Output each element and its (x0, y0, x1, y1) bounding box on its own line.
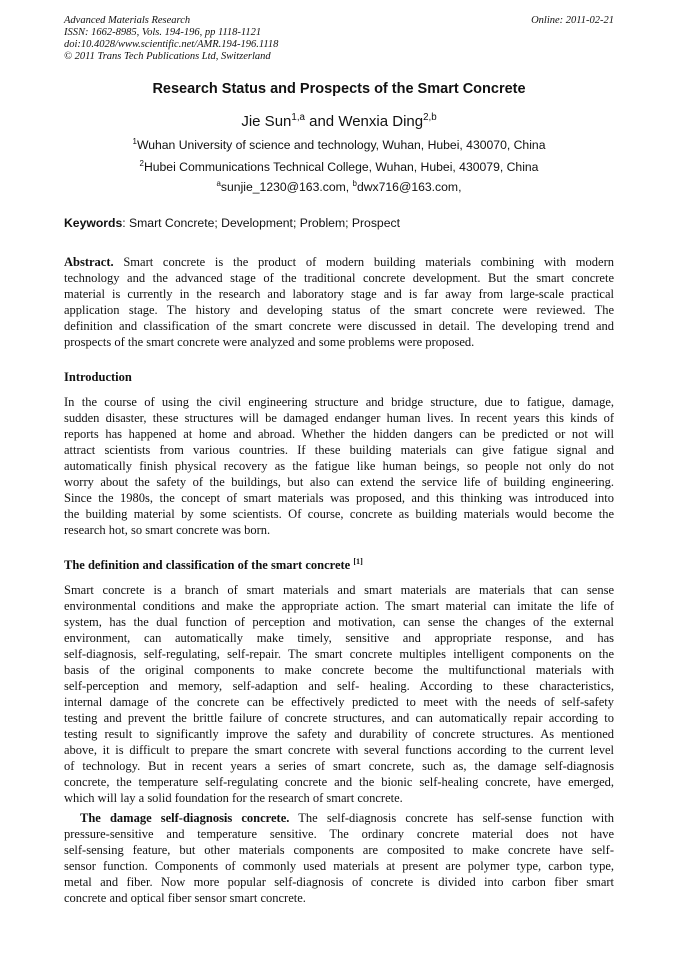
text-line (64, 614, 614, 630)
definition-body (64, 582, 614, 806)
text-line (64, 474, 614, 490)
email-sup: a (216, 178, 221, 188)
text-line (64, 426, 614, 442)
line-text: which will lay a solid foundation for the research of smart concrete. (64, 791, 403, 805)
text-line (64, 742, 614, 758)
text-line (64, 598, 614, 614)
email-b: dwx716@163.com, (356, 180, 462, 194)
citation-ref: [1] (353, 556, 363, 566)
email-sup: b (352, 178, 357, 188)
abstract (64, 254, 614, 350)
line-text: attract scientists from various countries. If these building materials can give fatigue signal and (64, 443, 614, 457)
paper-title: Research Status and Prospects of the Smart Concrete (152, 81, 526, 97)
keywords-label: Keywords (64, 216, 123, 230)
keywords (64, 216, 400, 230)
text-line (64, 810, 614, 826)
line-text: metal and fiber. Now more popular self-diagnosis of concrete is divided into carbon fiber smart (64, 875, 614, 889)
text-line (64, 334, 614, 350)
text-line (64, 410, 614, 426)
line-text: self-diagnosis, self-regulating, self-repair. The smart concrete multiples intelligent components on the (64, 647, 614, 661)
text-line (64, 302, 614, 318)
text-line (64, 858, 614, 874)
text-line (64, 318, 614, 334)
aff-sup: 1 (132, 136, 137, 146)
text-line (64, 458, 614, 474)
text-line (64, 286, 614, 302)
text-line (64, 254, 614, 270)
line-text: self-sensing feature, but other materials components are composited to make concrete have self- (64, 843, 614, 857)
author-2-sup: 2,b (423, 112, 437, 123)
author-and: and (304, 113, 339, 130)
line-text: sensor function. Components of commonly used materials at present are polymer type, carbon type, (64, 859, 614, 873)
doi: doi:10.4028/www.scientific.net/AMR.194-196.1118 (64, 39, 279, 50)
line-text: testing result to significantly improve the safety and durability of concrete structures. As mentioned (64, 727, 614, 741)
line-text: Since the 1980s, the concept of smart materials was proposed, and this thinking was introduced into (64, 491, 614, 505)
affiliation-2 (0, 160, 678, 174)
line-text: automatically finish physical recovery as the fatigue like human beings, so people not only do not (64, 459, 614, 473)
keywords-text: : Smart Concrete; Development; Problem; Prospect (122, 216, 400, 230)
text-line (64, 774, 614, 790)
run-in-heading: The damage self-diagnosis concrete. (80, 811, 290, 825)
line-text: material is currently in the research and laboratory stage and is far away from large-scale practical (64, 287, 614, 301)
text-line (64, 394, 614, 410)
text-line (64, 270, 614, 286)
line-text: application stage. The history and developing status of the smart concrete were reviewed. The (64, 303, 614, 317)
line-text: Smart concrete is the product of modern building materials combining with modern (113, 255, 614, 269)
aff-text: Wuhan University of science and technology, Wuhan, Hubei, 430070, China (136, 138, 546, 152)
line-text: pressure-sensitive and temperature sensitive. The ordinary concrete material does not have (64, 827, 614, 841)
line-text: Smart concrete is a branch of smart materials and smart materials are materials that can sense (64, 583, 614, 597)
line-text: definition and classification of the smart concrete were discussed in detail. The developing trend and (64, 319, 614, 333)
line-text: above, it is difficult to prepare the smart concrete with several functions according to the current level (64, 743, 614, 757)
text-line (64, 874, 614, 890)
heading-text: The definition and classification of the smart concrete (64, 558, 354, 572)
text-line (64, 890, 614, 906)
line-text: environment, can automatically make timely, sensitive and appropriate response, and has (64, 631, 614, 645)
line-text: internal damage of the concrete can be effectively predicted to meet with the needs of self-safety (64, 695, 614, 709)
introduction-heading: Introduction (64, 370, 132, 384)
text-line (64, 710, 614, 726)
text-line (64, 442, 614, 458)
text-line (64, 826, 614, 842)
journal-name: Advanced Materials Research (64, 15, 191, 26)
affiliation-1 (0, 138, 678, 152)
introduction-body (64, 394, 614, 538)
author-1: Jie Sun (241, 113, 292, 130)
text-line (64, 726, 614, 742)
line-text: prospects of the smart concrete were analyzed and some problems were proposed. (64, 335, 475, 349)
authors (0, 113, 678, 130)
line-text: reports has happened at home and abroad. Whether the hidden dangers can be predicted or not will (64, 427, 614, 441)
damage-self-diagnosis-paragraph (64, 810, 614, 906)
text-line (64, 646, 614, 662)
line-text: self-perception and memory, self-adaption and self- healing. According to these characteristics, (64, 679, 614, 693)
line-text: testing and prevent the brittle failure of concrete structures, and can automatically repair according to (64, 711, 614, 725)
text-line (64, 630, 614, 646)
line-text: sudden disaster, these structures will be damaged endanger human lives. In recent years this kinds of (64, 411, 614, 425)
line-text: worry about the safety of the buildings, but also can extend the service life of building engineering. (64, 475, 614, 489)
line-text: concrete and optical fiber sensor smart concrete. (64, 891, 306, 905)
line-text: technology and the advanced stage of the traditional concrete development. But the smart concrete (64, 271, 614, 285)
text-line (64, 694, 614, 710)
line-text: system, has the dual function of perception and motivation, can sense the changes of the external (64, 615, 614, 629)
copyright: © 2011 Trans Tech Publications Ltd, Switzerland (64, 51, 271, 62)
text-line (64, 790, 614, 806)
online-date: Online: 2011-02-21 (531, 15, 614, 26)
aff-sup: 2 (139, 158, 144, 168)
run-in-heading: Abstract. (64, 255, 114, 269)
text-line (64, 678, 614, 694)
text-line (64, 490, 614, 506)
line-text: research hot, so smart concrete was born. (64, 523, 271, 537)
line-text: concrete, the temperature self-regulating concrete and the bionic self-healing concrete, have emerged, (64, 775, 614, 789)
emails (0, 180, 678, 194)
line-text: The self-diagnosis concrete has self-sense function with (289, 811, 614, 825)
aff-text: Hubei Communications Technical College, Wuhan, Hubei, 430079, China (143, 160, 539, 174)
author-1-sup: 1,a (291, 112, 305, 123)
text-line (64, 522, 614, 538)
author-2: Wenxia Ding (338, 113, 424, 130)
line-text: basis of the original components to make concrete become the multifunctional materials with (64, 663, 614, 677)
text-line (64, 662, 614, 678)
line-text: the building material by some scientists. Of course, concrete as building materials would become the (64, 507, 614, 521)
journal-info (64, 15, 278, 63)
email-a: sunjie_1230@163.com, (220, 180, 353, 194)
definition-heading (64, 558, 363, 573)
line-text: In the course of using the civil engineering structure and bridge structure, due to fatigue, damage, (64, 395, 614, 409)
issn: ISSN: 1662-8985, Vols. 194-196, pp 1118-1121 (64, 27, 262, 38)
line-text: of technology. But in recent years a series of smart concrete, such as, the damage self-diagnosis (64, 759, 614, 773)
text-line (64, 582, 614, 598)
text-line (64, 506, 614, 522)
text-line (64, 842, 614, 858)
text-line (64, 758, 614, 774)
line-text: environmental conditions and make the appropriate action. The smart material can imitate the life of (64, 599, 614, 613)
